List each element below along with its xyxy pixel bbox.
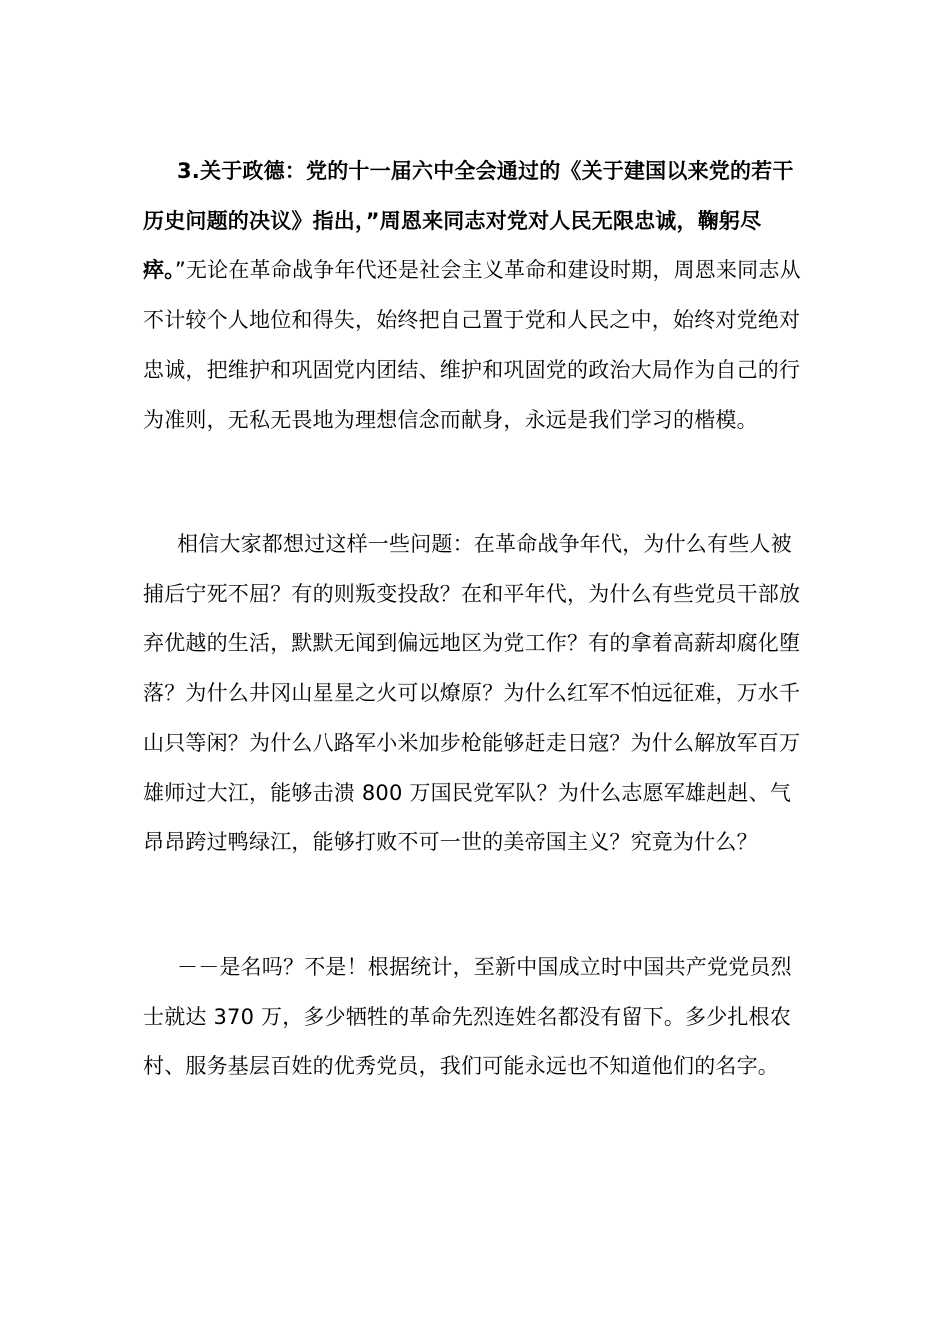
- paragraph-political-virtue: [143, 147, 808, 445]
- paragraph-answer: [143, 943, 808, 1092]
- paragraph-body-text: －－是名吗？不是！根据统计，至新中国成立时中国共产党党员烈士就达 370 万，多少牺牲的革命先烈连姓名都没有留下。多少扎根农村、服务基层百姓的优秀党员，我们可能永远也不知道他们的名字。: [143, 955, 792, 1079]
- paragraph-bold-heading: 3.关于政德：党的十一届六中全会通过的《关于建国以来党的若干历史问题的决议》指出，”周恩来同志对党对人民无限忠诚，鞠躬尽瘁。: [143, 159, 794, 283]
- paragraph-body-text: 相信大家都想过这样一些问题：在革命战争年代，为什么有些人被捕后宁死不屈？有的则叛变投敌？在和平年代，为什么有些党员干部放弃优越的生活，默默无闻到偏远地区为党工作？有的拿着高薪却腐化堕落？为什么井冈山星星之火可以燎原？为什么红军不怕远征难，万水千山只等闲？为什么八路军小米加步枪能够赶走日寇？为什么解放军百万雄师过大江，能够击溃 800 万国民党军队？为什么志愿军雄赳赳、气昂昂跨过鸭绿江，能够打败不可一世的美帝国主义？究竟为什么？: [143, 532, 801, 855]
- paragraph-body-text: ”无论在革命战争年代还是社会主义革命和建设时期，周恩来同志从不计较个人地位和得失，始终把自己置于党和人民之中，始终对党绝对忠诚，把维护和巩固党内团结、维护和巩固党的政治大局作为自己的行为准则，无私无畏地为理想信念而献身，永远是我们学习的楷模。: [143, 258, 801, 432]
- paragraph-questions: [143, 520, 808, 868]
